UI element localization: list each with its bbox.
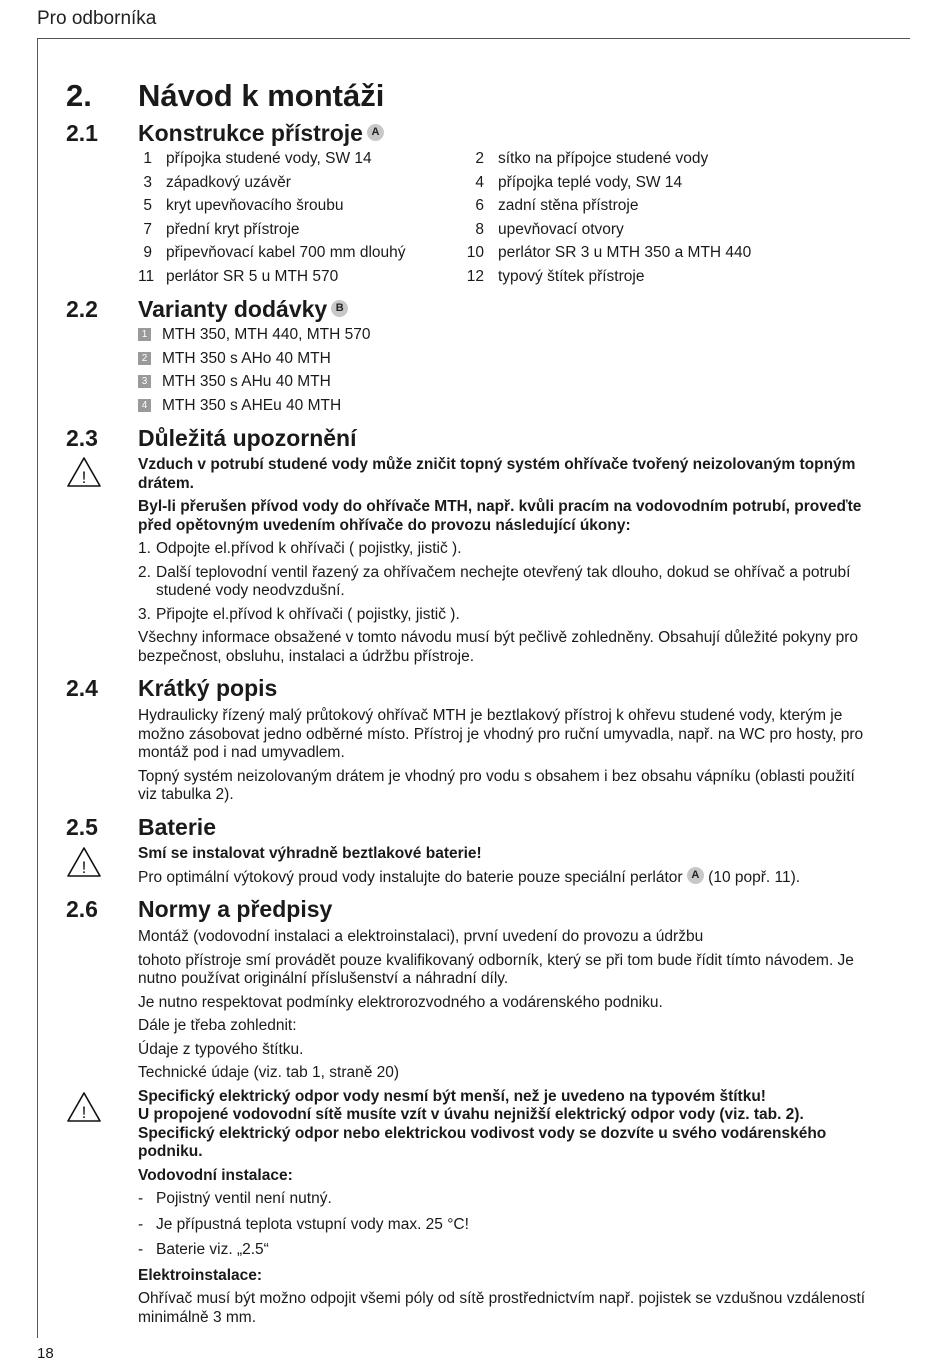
part-number: 1	[143, 150, 152, 167]
warning-text: Byl-li přerušen přívod vody do ohřívače MTH, např. kvůli pracím na vodovodním potrubí, proveďte před opětovným uvedením ohřívače do provozu následující úkony:	[138, 498, 862, 534]
section-title-text: Konstrukce přístroje	[138, 120, 363, 146]
list-item	[138, 197, 838, 221]
left-margin-rule	[37, 38, 38, 1338]
list-item	[138, 1241, 873, 1260]
section-2-4-body	[138, 707, 873, 810]
section-2-5-body	[138, 845, 873, 892]
warning-text: Vzduch v potrubí studené vody může zničit topný systém ohřívače tvořený neizolovaným topným drátem.	[138, 456, 856, 492]
subsection-title: Elektroinstalace:	[138, 1266, 263, 1284]
section-2-5-heading	[66, 814, 866, 842]
page-number: 18	[37, 1345, 54, 1362]
item-text: Pojistný ventil není nutný.	[156, 1190, 332, 1207]
variant-label: MTH 350, MTH 440, MTH 570	[162, 326, 371, 343]
variant-label: MTH 350 s AHu 40 MTH	[162, 373, 331, 390]
paragraph: Hydraulicky řízený malý průtokový ohřívač MTH je beztlakový přístroj k ohřevu studené vody, kterým je možno zásobovat jedno odběrné místo. Přístroj je vhodný pro ruční umyvadla, např. na WC pro hosty, pro montáž pod i nad umyvadlem.	[138, 707, 864, 761]
warning-text: Smí se instalovat výhradně beztlakové baterie!	[138, 845, 482, 862]
section-title: Krátký popis	[138, 675, 278, 701]
part-label: kryt upevňovacího šroubu	[166, 197, 344, 214]
part-label: přípojka teplé vody, SW 14	[498, 173, 683, 191]
paragraph: Ohřívač musí být možno odpojit všemi póly od sítě prostřednictvím např. pojistek se vzdušnou vzdáleností minimálně 3 mm.	[138, 1290, 866, 1326]
part-label: typový štítek přístroje	[498, 267, 645, 285]
step-text: Připojte el.přívod k ohřívači ( pojistky, jistič ).	[156, 605, 460, 623]
parts-list	[138, 150, 838, 291]
warning-icon	[66, 846, 102, 878]
section-number: 2.1	[66, 120, 98, 146]
paragraph: Údaje z typového štítku.	[138, 1040, 304, 1058]
paragraph: Topný systém neizolovaným drátem je vhodný pro vodu s obsahem i bez obsahu vápníku (oblasti použití viz tabulka 2).	[138, 767, 855, 803]
section-2-6-heading	[66, 896, 866, 924]
chapter-text: Návod k montáži	[138, 78, 385, 113]
paragraph: Montáž (vodovodní instalaci a elektroinstalaci), první uvedení do provozu a údržbu	[138, 928, 704, 945]
part-number: 2	[475, 150, 484, 167]
section-title	[138, 296, 348, 323]
section-2-1-heading	[66, 120, 866, 148]
section-2-3-body	[138, 456, 873, 671]
paragraph: Je nutno respektovat podmínky elektrorozvodného a vodárenského podniku.	[138, 993, 663, 1011]
header-rule	[37, 38, 910, 39]
warning-icon	[66, 1091, 102, 1123]
section-number: 2.5	[66, 814, 98, 840]
paragraph	[138, 869, 873, 888]
paragraph-text: (10 popř. 11).	[708, 868, 801, 886]
part-number: 6	[475, 197, 484, 214]
paragraph-text: Pro optimální výtokový proud vody instalujte do baterie pouze speciální perlátor	[138, 868, 683, 886]
figure-a-badge: A	[687, 867, 704, 884]
part-number: 3	[143, 173, 152, 191]
warning-text: U propojené vodovodní sítě musíte vzít v úvahu nejnižší elektrický odpor vody (viz. tab. 2).	[138, 1106, 804, 1123]
warning-block	[138, 1088, 873, 1162]
figure-a-badge: A	[367, 124, 384, 141]
part-label: zadní stěna přístroje	[498, 197, 639, 214]
list-item	[138, 174, 838, 198]
step-text: Odpojte el.přívod k ohřívači ( pojistky, jistič ).	[156, 540, 462, 557]
section-2-4-heading	[66, 675, 866, 703]
section-number: 2.4	[66, 675, 98, 701]
figure-b-badge: B	[331, 300, 348, 317]
section-title: Baterie	[138, 814, 216, 840]
part-label: perlátor SR 5 u MTH 570	[166, 267, 339, 285]
variant-number-box: 3	[138, 375, 151, 388]
warning-text: Specifický elektrický odpor nebo elektrickou vodivost vody se dozvíte u svého vodárenského podniku.	[138, 1124, 827, 1160]
list-item	[138, 564, 873, 601]
section-number: 2.3	[66, 425, 98, 451]
step-number: 3.	[138, 605, 151, 623]
paragraph: Technické údaje (viz. tab 1, straně 20)	[138, 1064, 400, 1081]
section-number: 2.6	[66, 896, 98, 922]
warning-text: Specifický elektrický odpor vody nesmí být menší, než je uvedeno na typovém štítku!	[138, 1087, 766, 1105]
bullet: -	[138, 1190, 144, 1207]
section-2-3-heading	[66, 425, 866, 453]
list-item	[138, 268, 838, 292]
part-label: upevňovací otvory	[498, 220, 624, 238]
variant-label: MTH 350 s AHo 40 MTH	[162, 349, 331, 367]
part-number: 12	[466, 267, 484, 285]
section-title: Důležitá upozornění	[138, 425, 357, 451]
step-text: Další teplovodní ventil řazený za ohřívačem nechejte otevřený tak dlouho, dokud se ohřívač a potrubí studené vody neodvzdušní.	[156, 563, 851, 599]
part-label: sítko na přípojce studené vody	[498, 150, 709, 167]
part-number: 8	[475, 220, 484, 238]
part-number: 7	[143, 220, 152, 238]
item-text: Je přípustná teplota vstupní vody max. 25 °C!	[156, 1215, 469, 1233]
variant-number-box: 2	[138, 352, 151, 365]
part-label: připevňovací kabel 700 mm dlouhý	[166, 244, 406, 261]
paragraph: tohoto přístroje smí provádět pouze kvalifikovaný odborník, který se při tom bude řídit tímto návodem. Je nutno používat originální příslušenství a náhradní díly.	[138, 951, 854, 987]
list-item	[138, 540, 873, 559]
list-item	[138, 1190, 873, 1209]
subsection-title: Vodovodní instalace:	[138, 1166, 293, 1184]
svg-text:!: !	[81, 858, 87, 877]
part-label: perlátor SR 3 u MTH 350 a MTH 440	[498, 244, 752, 261]
section-2-2-heading	[66, 296, 866, 324]
chapter-number: 2.	[66, 78, 92, 113]
list-item	[138, 244, 838, 268]
page-header: Pro odborníka	[37, 8, 157, 29]
part-label: přední kryt přístroje	[166, 220, 300, 238]
part-number: 9	[143, 244, 152, 261]
svg-text:!: !	[81, 468, 87, 487]
section-title	[138, 120, 384, 147]
list-item	[138, 606, 873, 625]
list-item	[138, 221, 838, 245]
svg-text:!: !	[81, 1103, 87, 1122]
step-number: 2.	[138, 563, 151, 581]
list-item	[138, 150, 838, 174]
bullet: -	[138, 1241, 144, 1258]
variant-label: MTH 350 s AHEu 40 MTH	[162, 396, 342, 414]
part-number: 11	[138, 267, 155, 285]
note-paragraph: Všechny informace obsažené v tomto návodu musí být pečlivě zohledněny. Obsahují důležité pokyny pro bezpečnost, obsluhu, instalaci a údržbu přístroje.	[138, 629, 859, 665]
part-number: 5	[143, 197, 152, 214]
part-label: západkový uzávěr	[166, 173, 291, 191]
part-label: přípojka studené vody, SW 14	[166, 150, 372, 167]
item-text: Baterie viz. „2.5“	[156, 1241, 269, 1258]
step-number: 1.	[138, 540, 151, 557]
variant-number-box: 1	[138, 328, 151, 341]
section-2-6-body	[138, 928, 873, 1332]
part-number: 4	[475, 173, 484, 191]
section-number: 2.2	[66, 296, 98, 322]
list-item	[138, 1216, 873, 1235]
paragraph: Dále je třeba zohlednit:	[138, 1017, 297, 1034]
bullet: -	[138, 1215, 144, 1233]
variant-number-box: 4	[138, 399, 151, 412]
part-number: 10	[466, 244, 484, 261]
section-title-text: Varianty dodávky	[138, 296, 328, 322]
warning-icon	[66, 456, 102, 488]
section-title: Normy a předpisy	[138, 896, 333, 922]
